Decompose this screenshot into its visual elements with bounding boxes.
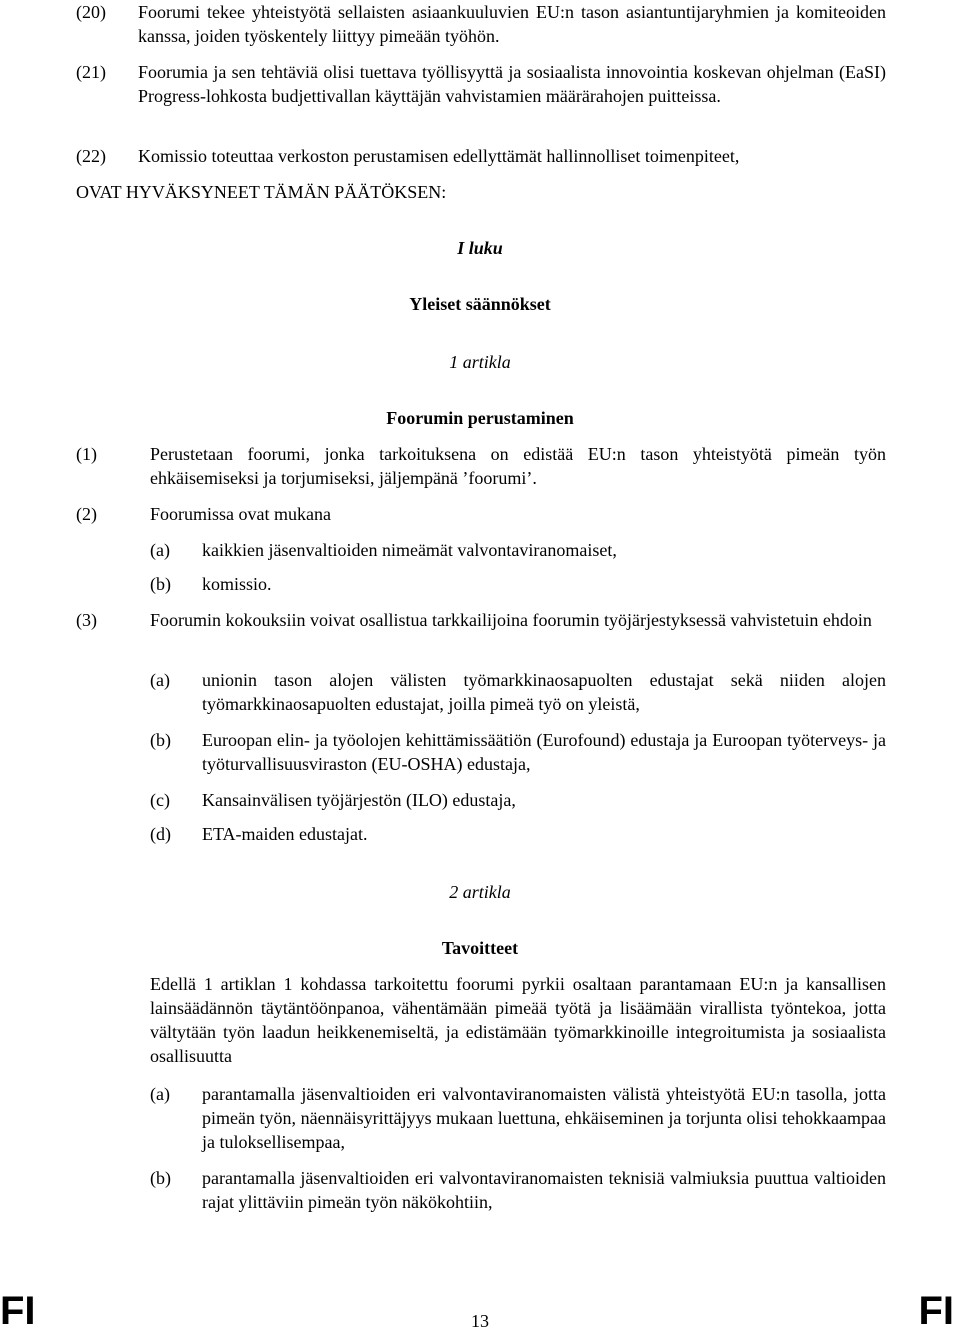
paragraph-number: (3) — [76, 610, 97, 630]
article-2-label: 2 artikla — [449, 882, 511, 902]
list-item-label: (a) — [150, 1084, 170, 1104]
recital-22 — [76, 144, 886, 168]
list-item — [150, 822, 886, 846]
chapter-title: Yleiset säännökset — [409, 294, 551, 314]
article-2-intro: Edellä 1 artiklan 1 kohdassa tarkoitettu foorumi pyrkii osaltaan parantamaan EU:n ja kansallisen lainsäädännön täytäntöönpanoa, vähentämään pimeää työtä ja lisäämään virallista työntekoa, jotta vältytään työn laadun heikkenemiseltä, ja edistämään työmarkkinoille integroitumista ja sosiaalista osallisuutta — [150, 974, 886, 1066]
recital-20 — [76, 0, 886, 48]
list-item-text: Kansainvälisen työjärjestön (ILO) edustaja, — [202, 790, 516, 810]
adoption-statement: OVAT HYVÄKSYNEET TÄMÄN PÄÄTÖKSEN: — [76, 182, 447, 202]
list-item-text: ETA-maiden edustajat. — [202, 824, 368, 844]
list-item-label: (b) — [150, 1168, 171, 1188]
list-item-text: parantamalla jäsenvaltioiden eri valvontaviranomaisten välistä yhteistyötä EU:n tasolla, jotta pimeän työn, näennäisyrittäjyys mukaan luettuna, ehkäiseminen ja torjunta olisi tehokkaampaa ja tuloksellisempaa, — [202, 1084, 886, 1152]
list-item-text: unionin tason alojen välisten työmarkkinaosapuolten edustajat sekä niiden alojen työmarkkinaosapuolten edustajat, joilla pimeä työ on yleistä, — [202, 670, 886, 714]
list-item — [150, 1166, 886, 1214]
list-item-text: parantamalla jäsenvaltioiden eri valvontaviranomaisten teknisiä valmiuksia puuttua valtioiden rajat ylittäviin pimeän työn näkökohtiin, — [202, 1168, 886, 1212]
paragraph-number: (1) — [76, 444, 97, 464]
list-item — [150, 668, 886, 716]
list-item-label: (c) — [150, 790, 170, 810]
paragraph-number: (2) — [76, 504, 97, 524]
footer-language-left: FI — [0, 1289, 36, 1333]
article-2-title: Tavoitteet — [441, 938, 519, 958]
recital-21 — [76, 60, 886, 108]
article-1-paragraph-3 — [76, 608, 886, 632]
list-item-label: (b) — [150, 574, 171, 594]
list-item — [150, 572, 886, 596]
list-item-label: (a) — [150, 670, 170, 690]
page-number: 13 — [471, 1311, 489, 1331]
list-item-text: komissio. — [202, 574, 272, 594]
chapter-label: I luku — [457, 238, 503, 258]
paragraph-text: Foorumin kokouksiin voivat osallistua tarkkailijoina foorumin työjärjestyksessä vahvistetuin ehdoin — [150, 610, 872, 630]
list-item — [150, 1082, 886, 1154]
list-item-text: kaikkien jäsenvaltioiden nimeämät valvontaviranomaiset, — [202, 540, 617, 560]
list-item — [150, 728, 886, 776]
article-1-paragraph-2 — [76, 502, 886, 526]
list-item — [150, 538, 886, 562]
paragraph-text: Foorumissa ovat mukana — [150, 504, 331, 524]
recital-number: (22) — [76, 146, 106, 166]
recital-text: Foorumia ja sen tehtäviä olisi tuettava työllisyyttä ja sosiaalista innovointia koskevan ohjelman (EaSI) Progress-lohkosta budjettivallan käyttäjän vahvistamien määrärahojen puitteissa. — [138, 62, 886, 106]
recital-text: Foorumi tekee yhteistyötä sellaisten asiaankuuluvien EU:n tason asiantuntijaryhmien ja komiteoiden kanssa, joiden työskentely liittyy pimeään työhön. — [138, 2, 886, 46]
list-item — [150, 788, 886, 812]
article-1-title: Foorumin perustaminen — [386, 408, 574, 428]
footer-language-right: FI — [918, 1289, 954, 1333]
list-item-label: (a) — [150, 540, 170, 560]
article-1-label: 1 artikla — [449, 352, 511, 372]
recital-text: Komissio toteuttaa verkoston perustamisen edellyttämät hallinnolliset toimenpiteet, — [138, 146, 740, 166]
recital-number: (20) — [76, 2, 106, 22]
paragraph-text: Perustetaan foorumi, jonka tarkoituksena on edistää EU:n tason yhteistyötä pimeän työn ehkäisemiseksi ja torjumiseksi, jäljempänä ’foorumi’. — [150, 444, 886, 488]
article-1-paragraph-1 — [76, 442, 886, 490]
list-item-label: (b) — [150, 730, 171, 750]
list-item-label: (d) — [150, 824, 171, 844]
list-item-text: Euroopan elin- ja työolojen kehittämissäätiön (Eurofound) edustaja ja Euroopan työterveys- ja työturvallisuusviraston (EU-OSHA) edustaja, — [202, 730, 886, 774]
recital-number: (21) — [76, 62, 106, 82]
